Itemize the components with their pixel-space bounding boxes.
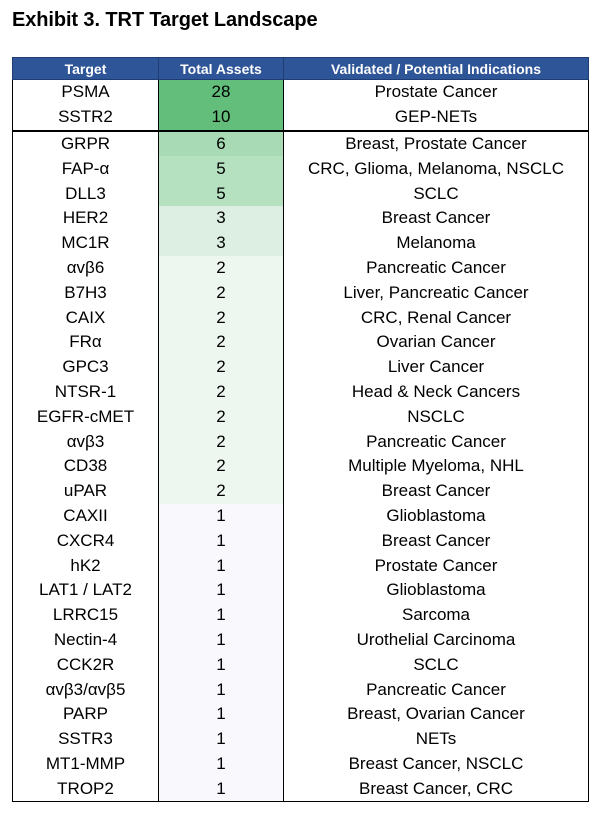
target-cell: uPAR — [13, 479, 159, 504]
target-cell: FRα — [13, 330, 159, 355]
indications-cell: NSCLC — [284, 404, 589, 429]
assets-cell: 2 — [159, 429, 284, 454]
table-row — [13, 628, 589, 653]
target-cell: GPC3 — [13, 355, 159, 380]
assets-cell: 6 — [159, 131, 284, 157]
header-total-assets: Total Assets — [159, 58, 284, 80]
target-cell: CD38 — [13, 454, 159, 479]
indications-cell: Pancreatic Cancer — [284, 677, 589, 702]
assets-cell: 2 — [159, 256, 284, 281]
assets-cell: 5 — [159, 156, 284, 181]
table-header — [13, 58, 589, 80]
assets-cell: 1 — [159, 727, 284, 752]
indications-cell: Glioblastoma — [284, 578, 589, 603]
assets-cell: 2 — [159, 330, 284, 355]
assets-cell: 1 — [159, 776, 284, 801]
target-cell: LAT1 / LAT2 — [13, 578, 159, 603]
assets-cell: 3 — [159, 206, 284, 231]
target-cell: HER2 — [13, 206, 159, 231]
table-row — [13, 528, 589, 553]
assets-cell: 1 — [159, 553, 284, 578]
target-cell: LRRC15 — [13, 603, 159, 628]
table-row — [13, 652, 589, 677]
target-cell: SSTR3 — [13, 727, 159, 752]
target-cell: B7H3 — [13, 280, 159, 305]
table-row — [13, 504, 589, 529]
target-cell: TROP2 — [13, 776, 159, 801]
page-title: Exhibit 3. TRT Target Landscape — [12, 9, 318, 31]
indications-cell: NETs — [284, 727, 589, 752]
table-row — [13, 280, 589, 305]
table-row — [13, 206, 589, 231]
table-row — [13, 603, 589, 628]
indications-cell: Breast Cancer, CRC — [284, 776, 589, 801]
indications-cell: Prostate Cancer — [284, 553, 589, 578]
indications-cell: Sarcoma — [284, 603, 589, 628]
assets-cell: 1 — [159, 677, 284, 702]
indications-cell: SCLC — [284, 652, 589, 677]
target-cell: CAIX — [13, 305, 159, 330]
header-target: Target — [13, 58, 159, 80]
table-row — [13, 429, 589, 454]
indications-cell: Urothelial Carcinoma — [284, 628, 589, 653]
indications-cell: Breast Cancer — [284, 206, 589, 231]
table-row — [13, 404, 589, 429]
assets-cell: 1 — [159, 528, 284, 553]
indications-cell: Glioblastoma — [284, 504, 589, 529]
assets-cell: 2 — [159, 305, 284, 330]
indications-cell: Breast, Ovarian Cancer — [284, 702, 589, 727]
table-row — [13, 131, 589, 157]
target-cell: αvβ3 — [13, 429, 159, 454]
table-row — [13, 776, 589, 801]
assets-cell: 2 — [159, 404, 284, 429]
assets-cell: 10 — [159, 105, 284, 131]
target-cell: MC1R — [13, 231, 159, 256]
table-row — [13, 256, 589, 281]
table-body — [13, 80, 589, 802]
target-cell: FAP-α — [13, 156, 159, 181]
target-cell: PARP — [13, 702, 159, 727]
table-row — [13, 578, 589, 603]
indications-cell: Ovarian Cancer — [284, 330, 589, 355]
assets-cell: 5 — [159, 181, 284, 206]
table-row — [13, 355, 589, 380]
target-cell: EGFR-cMET — [13, 404, 159, 429]
assets-cell: 2 — [159, 355, 284, 380]
table-row — [13, 105, 589, 131]
target-cell: SSTR2 — [13, 105, 159, 131]
table-row — [13, 479, 589, 504]
table-row — [13, 752, 589, 777]
table-row — [13, 553, 589, 578]
indications-cell: CRC, Glioma, Melanoma, NSCLC — [284, 156, 589, 181]
assets-cell: 1 — [159, 702, 284, 727]
indications-cell: CRC, Renal Cancer — [284, 305, 589, 330]
target-cell: GRPR — [13, 131, 159, 157]
indications-cell: GEP-NETs — [284, 105, 589, 131]
target-table — [12, 57, 589, 802]
target-cell: αvβ3/αvβ5 — [13, 677, 159, 702]
table-row — [13, 231, 589, 256]
target-cell: αvβ6 — [13, 256, 159, 281]
target-cell: MT1-MMP — [13, 752, 159, 777]
indications-cell: Breast Cancer — [284, 479, 589, 504]
table-row — [13, 702, 589, 727]
indications-cell: Breast Cancer, NSCLC — [284, 752, 589, 777]
assets-cell: 28 — [159, 80, 284, 105]
target-cell: NTSR-1 — [13, 380, 159, 405]
indications-cell: Melanoma — [284, 231, 589, 256]
assets-cell: 2 — [159, 479, 284, 504]
target-cell: hK2 — [13, 553, 159, 578]
target-cell: Nectin-4 — [13, 628, 159, 653]
table-row — [13, 181, 589, 206]
assets-cell: 1 — [159, 752, 284, 777]
indications-cell: Liver, Pancreatic Cancer — [284, 280, 589, 305]
assets-cell: 3 — [159, 231, 284, 256]
indications-cell: Prostate Cancer — [284, 80, 589, 105]
target-cell: DLL3 — [13, 181, 159, 206]
assets-cell: 1 — [159, 628, 284, 653]
table-row — [13, 727, 589, 752]
assets-cell: 2 — [159, 380, 284, 405]
target-cell: CAXII — [13, 504, 159, 529]
assets-cell: 1 — [159, 603, 284, 628]
assets-cell: 1 — [159, 578, 284, 603]
table-row — [13, 305, 589, 330]
table-row — [13, 454, 589, 479]
assets-cell: 2 — [159, 280, 284, 305]
indications-cell: Multiple Myeloma, NHL — [284, 454, 589, 479]
target-cell: CCK2R — [13, 652, 159, 677]
target-cell: CXCR4 — [13, 528, 159, 553]
table-row — [13, 677, 589, 702]
table-row — [13, 380, 589, 405]
indications-cell: Pancreatic Cancer — [284, 429, 589, 454]
indications-cell: Pancreatic Cancer — [284, 256, 589, 281]
indications-cell: Liver Cancer — [284, 355, 589, 380]
indications-cell: Head & Neck Cancers — [284, 380, 589, 405]
indications-cell: Breast Cancer — [284, 528, 589, 553]
target-cell: PSMA — [13, 80, 159, 105]
header-indications: Validated / Potential Indications — [284, 58, 589, 80]
assets-cell: 1 — [159, 652, 284, 677]
table-row — [13, 330, 589, 355]
assets-cell: 2 — [159, 454, 284, 479]
indications-cell: Breast, Prostate Cancer — [284, 131, 589, 157]
indications-cell: SCLC — [284, 181, 589, 206]
table-row — [13, 156, 589, 181]
assets-cell: 1 — [159, 504, 284, 529]
table-row — [13, 80, 589, 105]
